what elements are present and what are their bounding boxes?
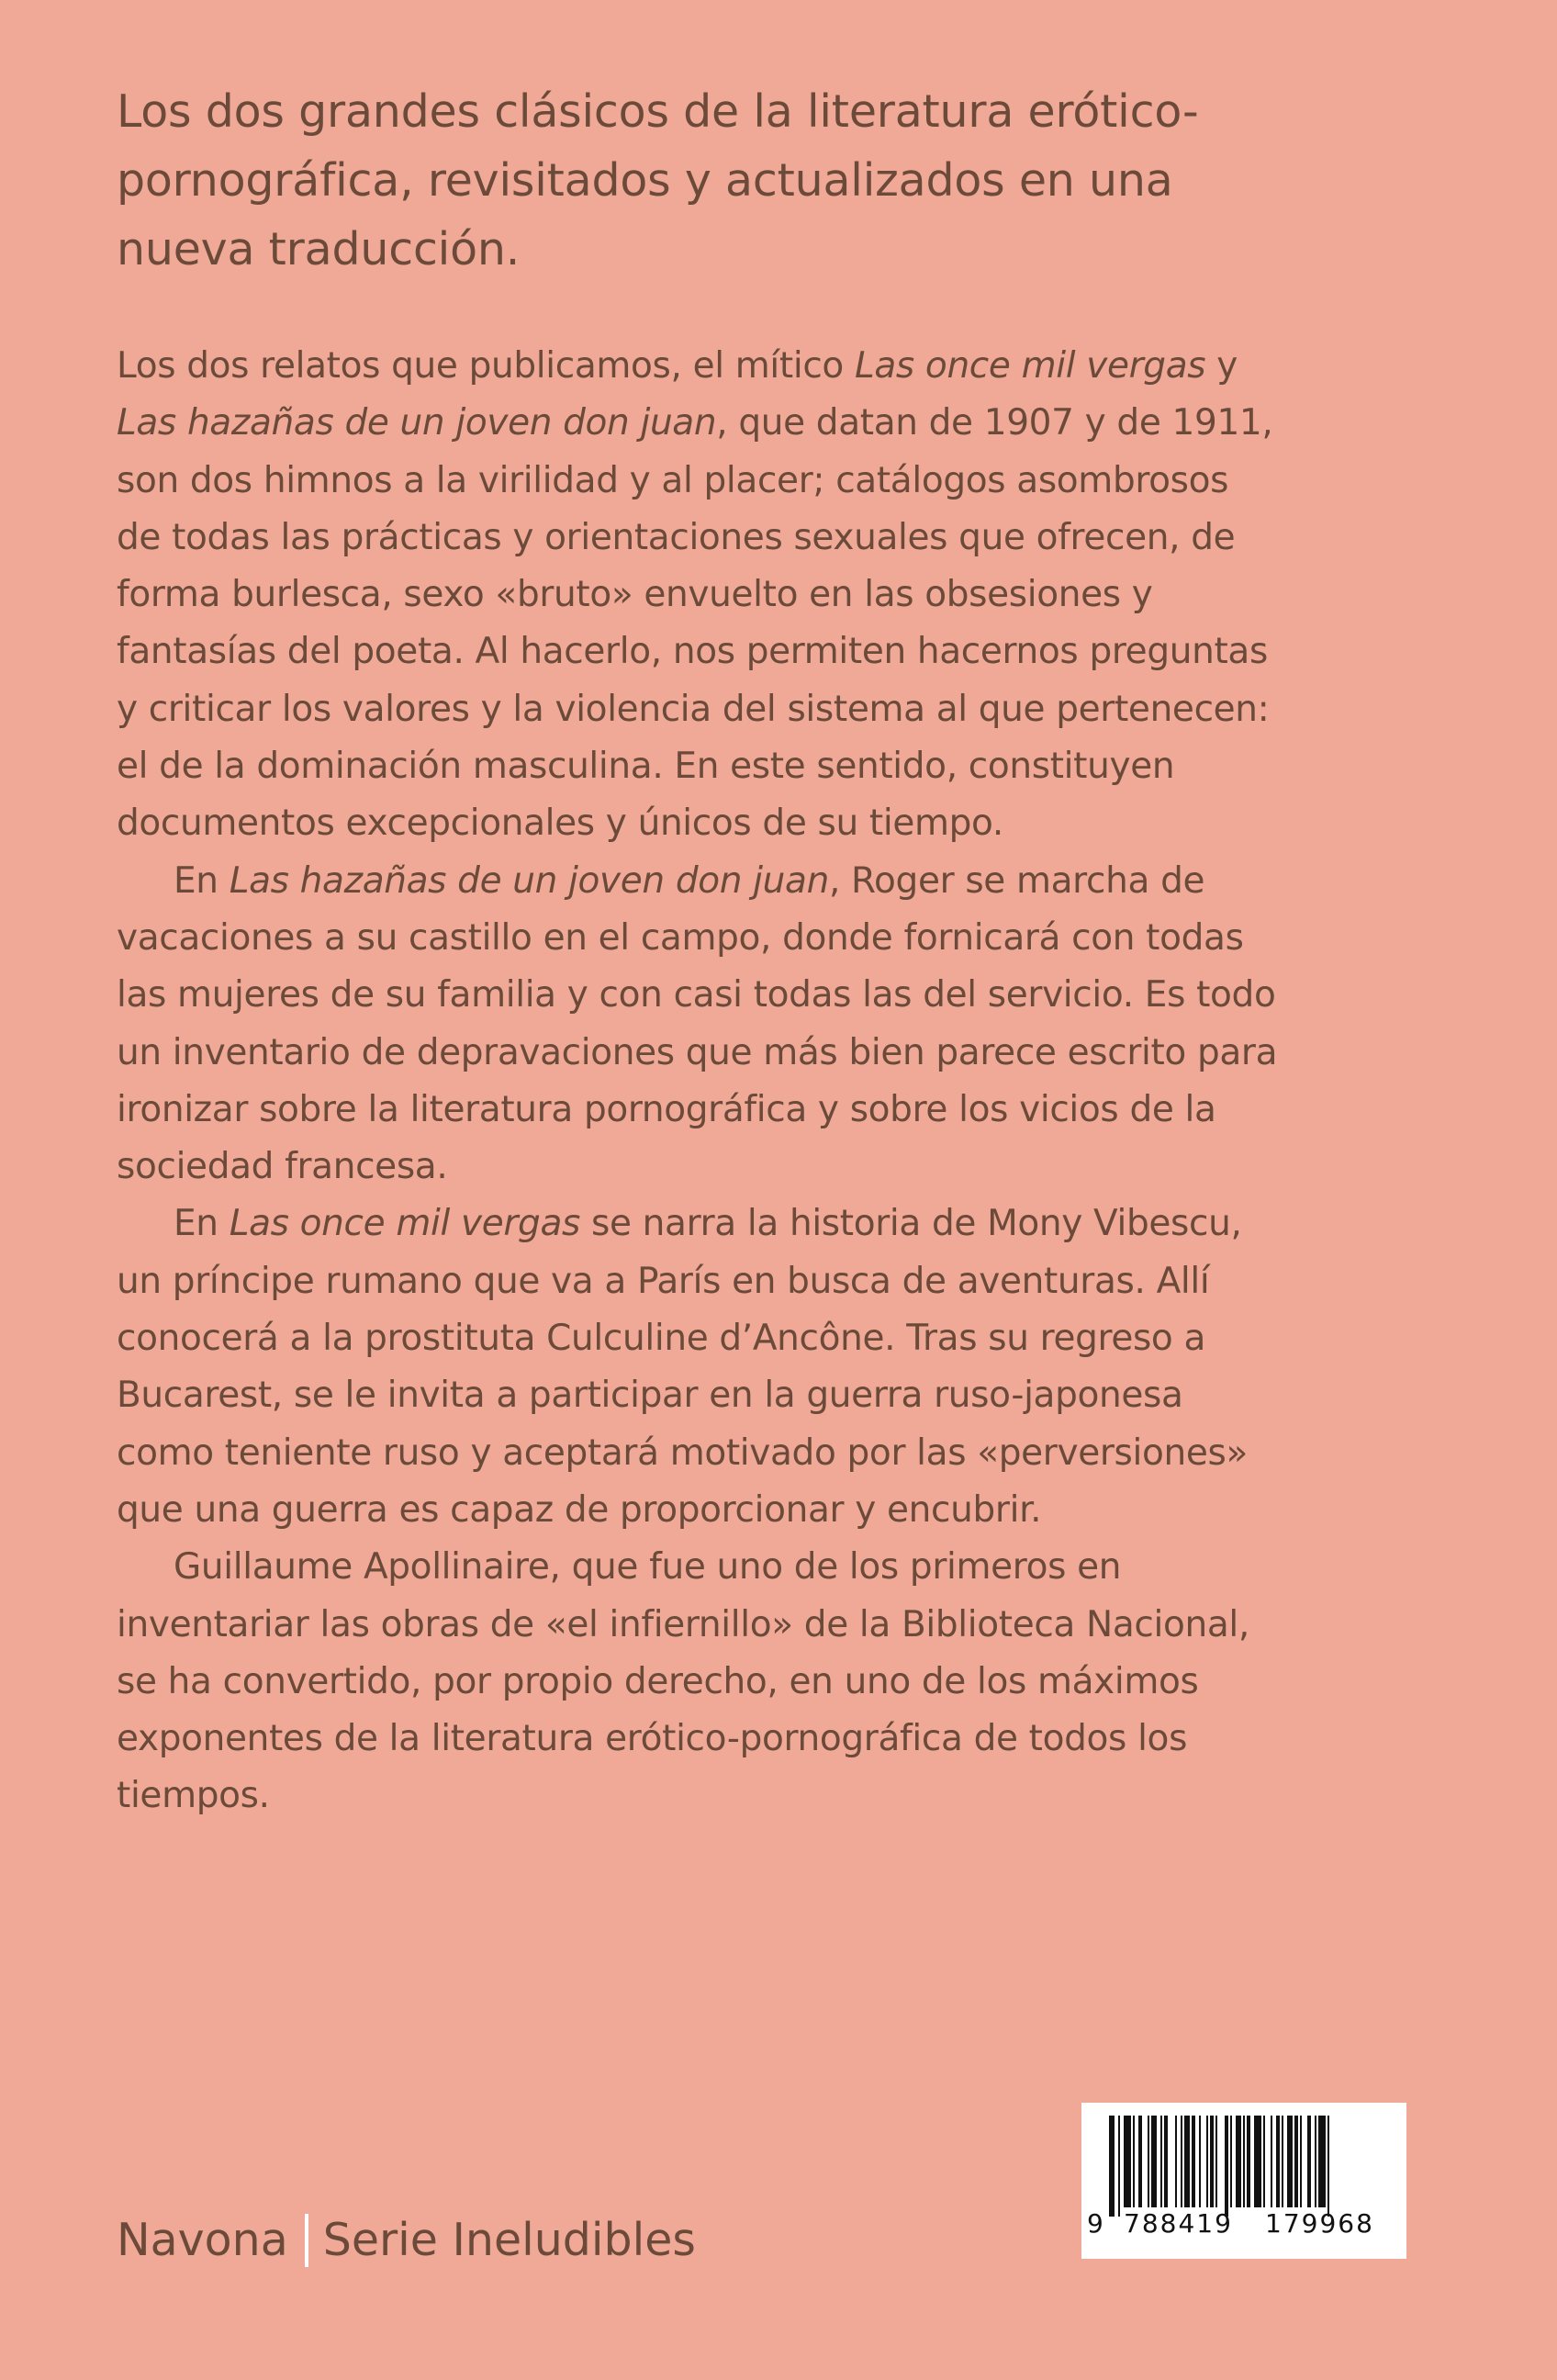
isbn-barcode — [1081, 2103, 1406, 2259]
barcode-bar — [1124, 2116, 1131, 2207]
barcode-bar — [1215, 2116, 1217, 2207]
isbn-right-group: 179968 — [1265, 2208, 1374, 2239]
synopsis — [117, 338, 1278, 1825]
barcode-bar — [1151, 2116, 1157, 2207]
barcode-bar — [1109, 2116, 1115, 2217]
barcode-bar — [1300, 2116, 1302, 2207]
barcode-bar — [1327, 2116, 1329, 2217]
tagline: Los dos grandes clásicos de la literatura erótico-pornográfica, revisitados y actualizados en una nueva traducción. — [117, 85, 1199, 275]
barcode-bar — [1210, 2116, 1214, 2207]
barcode-bar — [1282, 2116, 1283, 2207]
barcode-bar — [1199, 2116, 1201, 2207]
paragraph-4: Guillaume Apollinaire, que fue uno de los primeros en inventariar las obras de «el infiernillo» de la Biblioteca Nacional, se ha convertido, por propio derecho, en uno de los máximos exponentes de la literatura erótico-pornográfica de todos los tiempos. — [117, 1546, 1249, 1817]
isbn-first-digit: 9 — [1087, 2208, 1103, 2239]
barcode-bar — [1263, 2116, 1265, 2207]
divider — [305, 2214, 308, 2267]
barcode-bar — [1236, 2116, 1241, 2207]
barcode-bar — [1318, 2116, 1326, 2207]
barcode-bar — [1184, 2116, 1190, 2207]
barcode-bar — [1254, 2116, 1261, 2207]
book-title-hazanas: Las hazañas de un joven don juan — [117, 402, 717, 444]
book-title-hazanas: Las hazañas de un joven don juan — [229, 859, 829, 902]
barcode-bar — [1192, 2116, 1195, 2207]
barcode-bar — [1294, 2116, 1298, 2207]
barcode-bar — [1138, 2116, 1142, 2207]
barcode-bar — [1225, 2116, 1228, 2217]
barcode-bar — [1287, 2116, 1293, 2207]
paragraph-3: En Las once mil vergas se narra la historia de Mony Vibescu, un príncipe rumano que va a París en busca de aventuras. Allí conocerá a la prostituta Culculine d’Ancône. Tras su regreso a Bucarest, se le invita a participar en la guerra ruso-japonesa como teniente ruso y aceptará motivado por las «perversiones» que una guerra es capaz de proporcionar y encubrir. — [117, 1203, 1248, 1531]
publisher-logo: Navona — [117, 2214, 288, 2266]
isbn-left-group: 788419 — [1124, 2208, 1233, 2239]
barcode-bar — [1247, 2116, 1250, 2207]
barcode-bar — [1148, 2116, 1149, 2207]
barcode-bar — [1271, 2116, 1272, 2207]
barcode-bar — [1160, 2116, 1162, 2207]
barcode-bar — [1243, 2116, 1245, 2207]
barcode-bar — [1230, 2116, 1232, 2207]
barcode-bar — [1315, 2116, 1316, 2207]
paragraph-2: En Las hazañas de un joven don juan, Roger se marcha de vacaciones a su castillo en el campo, donde fornicará con todas las mujeres de su familia y con casi todas las del servicio. Es todo un inventario de depravaciones que más bien parece escrito para ironizar sobre la literatura pornográfica y sobre los vicios de la sociedad francesa. — [117, 859, 1278, 1188]
paragraph-1: Los dos relatos que publicamos, el mítico Las once mil vergas y Las hazañas de un joven don juan, que datan de 1907 y de 1911, son dos himnos a la virilidad y al placer; catálogos asombrosos de todas las prácticas y orientaciones sexuales que ofrecen, de forma burlesca, sexo «bruto» envuelto en las obsesiones y fantasías del poeta. Al hacerlo, nos permiten hacernos preguntas y criticar los valores y la violencia del sistema al que pertenecen: el de la dominación masculina. En este sentido, constituyen documentos excepcionales y únicos de su tiempo. — [117, 345, 1273, 845]
barcode-bar — [1175, 2116, 1177, 2207]
barcode-bar — [1118, 2116, 1120, 2217]
barcode-bar — [1276, 2116, 1280, 2207]
barcode-bar — [1133, 2116, 1135, 2207]
publisher-series — [117, 2213, 696, 2268]
book-title-once-mil-vergas: Las once mil vergas — [229, 1203, 580, 1245]
barcode-bar — [1307, 2116, 1311, 2207]
barcode-bar — [1206, 2116, 1208, 2207]
barcode-bar — [1164, 2116, 1168, 2207]
series-name: Serie Ineludibles — [322, 2214, 696, 2266]
book-title-once-mil-vergas: Las once mil vergas — [854, 345, 1206, 387]
barcode-bar — [1181, 2116, 1182, 2207]
